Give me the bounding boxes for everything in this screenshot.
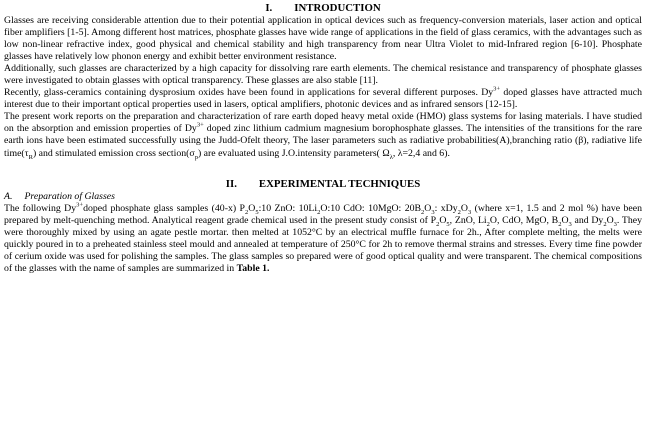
paper-page — [4, 2, 642, 275]
experimental-paragraph-1: The following $Dy^{3+}doped$ phosphate glass samples (40-x) $P_2O_5:10$ ZnO: $10Li_2O:10$ CdO: 10MgO: $20B_2O_3$: $xDy_2O_3$ (where x=1, 1.5 and 2 mol %) have been prepared by melt-quenching method. Analytical reagent grade chemical used in the present study consist of $P_2O_5$, ZnO, $Li_2O$, CdO, MgO, $B_2O_3$ and $Dy_2O_3$. They were thoroughly mixed by using an agate pestle mortar. then melted at 1052°C by an electrical muffle furnace for 2h., After complete melting, the melts were quickly poured in to a preheated stainless steel mould and annealed at temperature of 250°C for 2h to remove thermal strains and stresses. Every time fine powder of cerium oxide was used for polishing the samples. The glass samples so prepared were of good optical quality and were transparent. The chemical compositions of the glasses with the name of samples are summarized in Table 1. — [4, 201, 643, 274]
table-reference: Table 1. — [236, 262, 270, 274]
section-title: EXPERIMENTAL TECHNIQUES — [258, 177, 421, 190]
section-heading-experimental — [4, 178, 642, 191]
superscript: 3+ — [493, 86, 501, 94]
subscript: R — [28, 153, 33, 161]
intro-paragraph-4: The present work reports on the preparation and characterization of rare earth doped heavy metal oxide (HMO) glass systems for lasing materials. I have studied on the absorption and emission properties of $Dy^{3+}$ doped zinc lithium cadmium magnesium borophosphate glasses. The intensities of the transitions for the rare earth ions have been estimated successfully using the Judd-Ofelt theory, The laser parameters such as radiative probabilities(A),branching ratio (β), radiative life $time(\tau_R)$ and stimulated emission cross $section(\sigma_p)$ are evaluated using J.O.intensity parameters( $\Omega_\lambda$, λ=2,4 and 6). — [4, 111, 642, 161]
subscript: p — [194, 153, 198, 161]
section-number: II. — [225, 177, 237, 190]
section-heading-introduction — [4, 2, 642, 15]
superscript: 3+ — [196, 122, 204, 130]
section-number: I. — [265, 2, 273, 14]
subscript: λ — [389, 153, 393, 161]
section-title: INTRODUCTION — [294, 2, 381, 14]
intro-paragraph-1: Glasses are receiving considerable attention due to their potential application in optical devices such as frequency-conversion materials, laser action and optical fiber amplifiers [1-5]. Among different host matrices, phosphate glasses have wide range of applications in the field of glass ceramics, with the advantages such as low non-linear refractive index, good physical and chemical stability and high transparency from near Ultra Violet to mid-Infrared region [6-10]. Phosphate glasses have relatively low phonon energy and exhibit better environment resistance. — [4, 15, 642, 63]
intro-paragraph-3: Recently, glass-ceramics containing dysprosium oxides have been found in applications for several different purposes. $Dy^{3+}$ doped glasses have attracted much interest due to their important optical properties used in lasers, optical amplifiers, photonic devices and as infrared sensors [12-15]. — [4, 86, 642, 111]
subsection-title: Preparation of Glasses — [24, 190, 115, 202]
intro-paragraph-2: Additionally, such glasses are characterized by a high capacity for dissolving rare earth elements. The chemical resistance and transparency of phosphate glasses were investigated to obtain glasses with optical transparency. These glasses are also stable [11]. — [4, 63, 642, 87]
subsection-heading — [4, 191, 642, 203]
subsection-number: A. — [4, 190, 13, 202]
